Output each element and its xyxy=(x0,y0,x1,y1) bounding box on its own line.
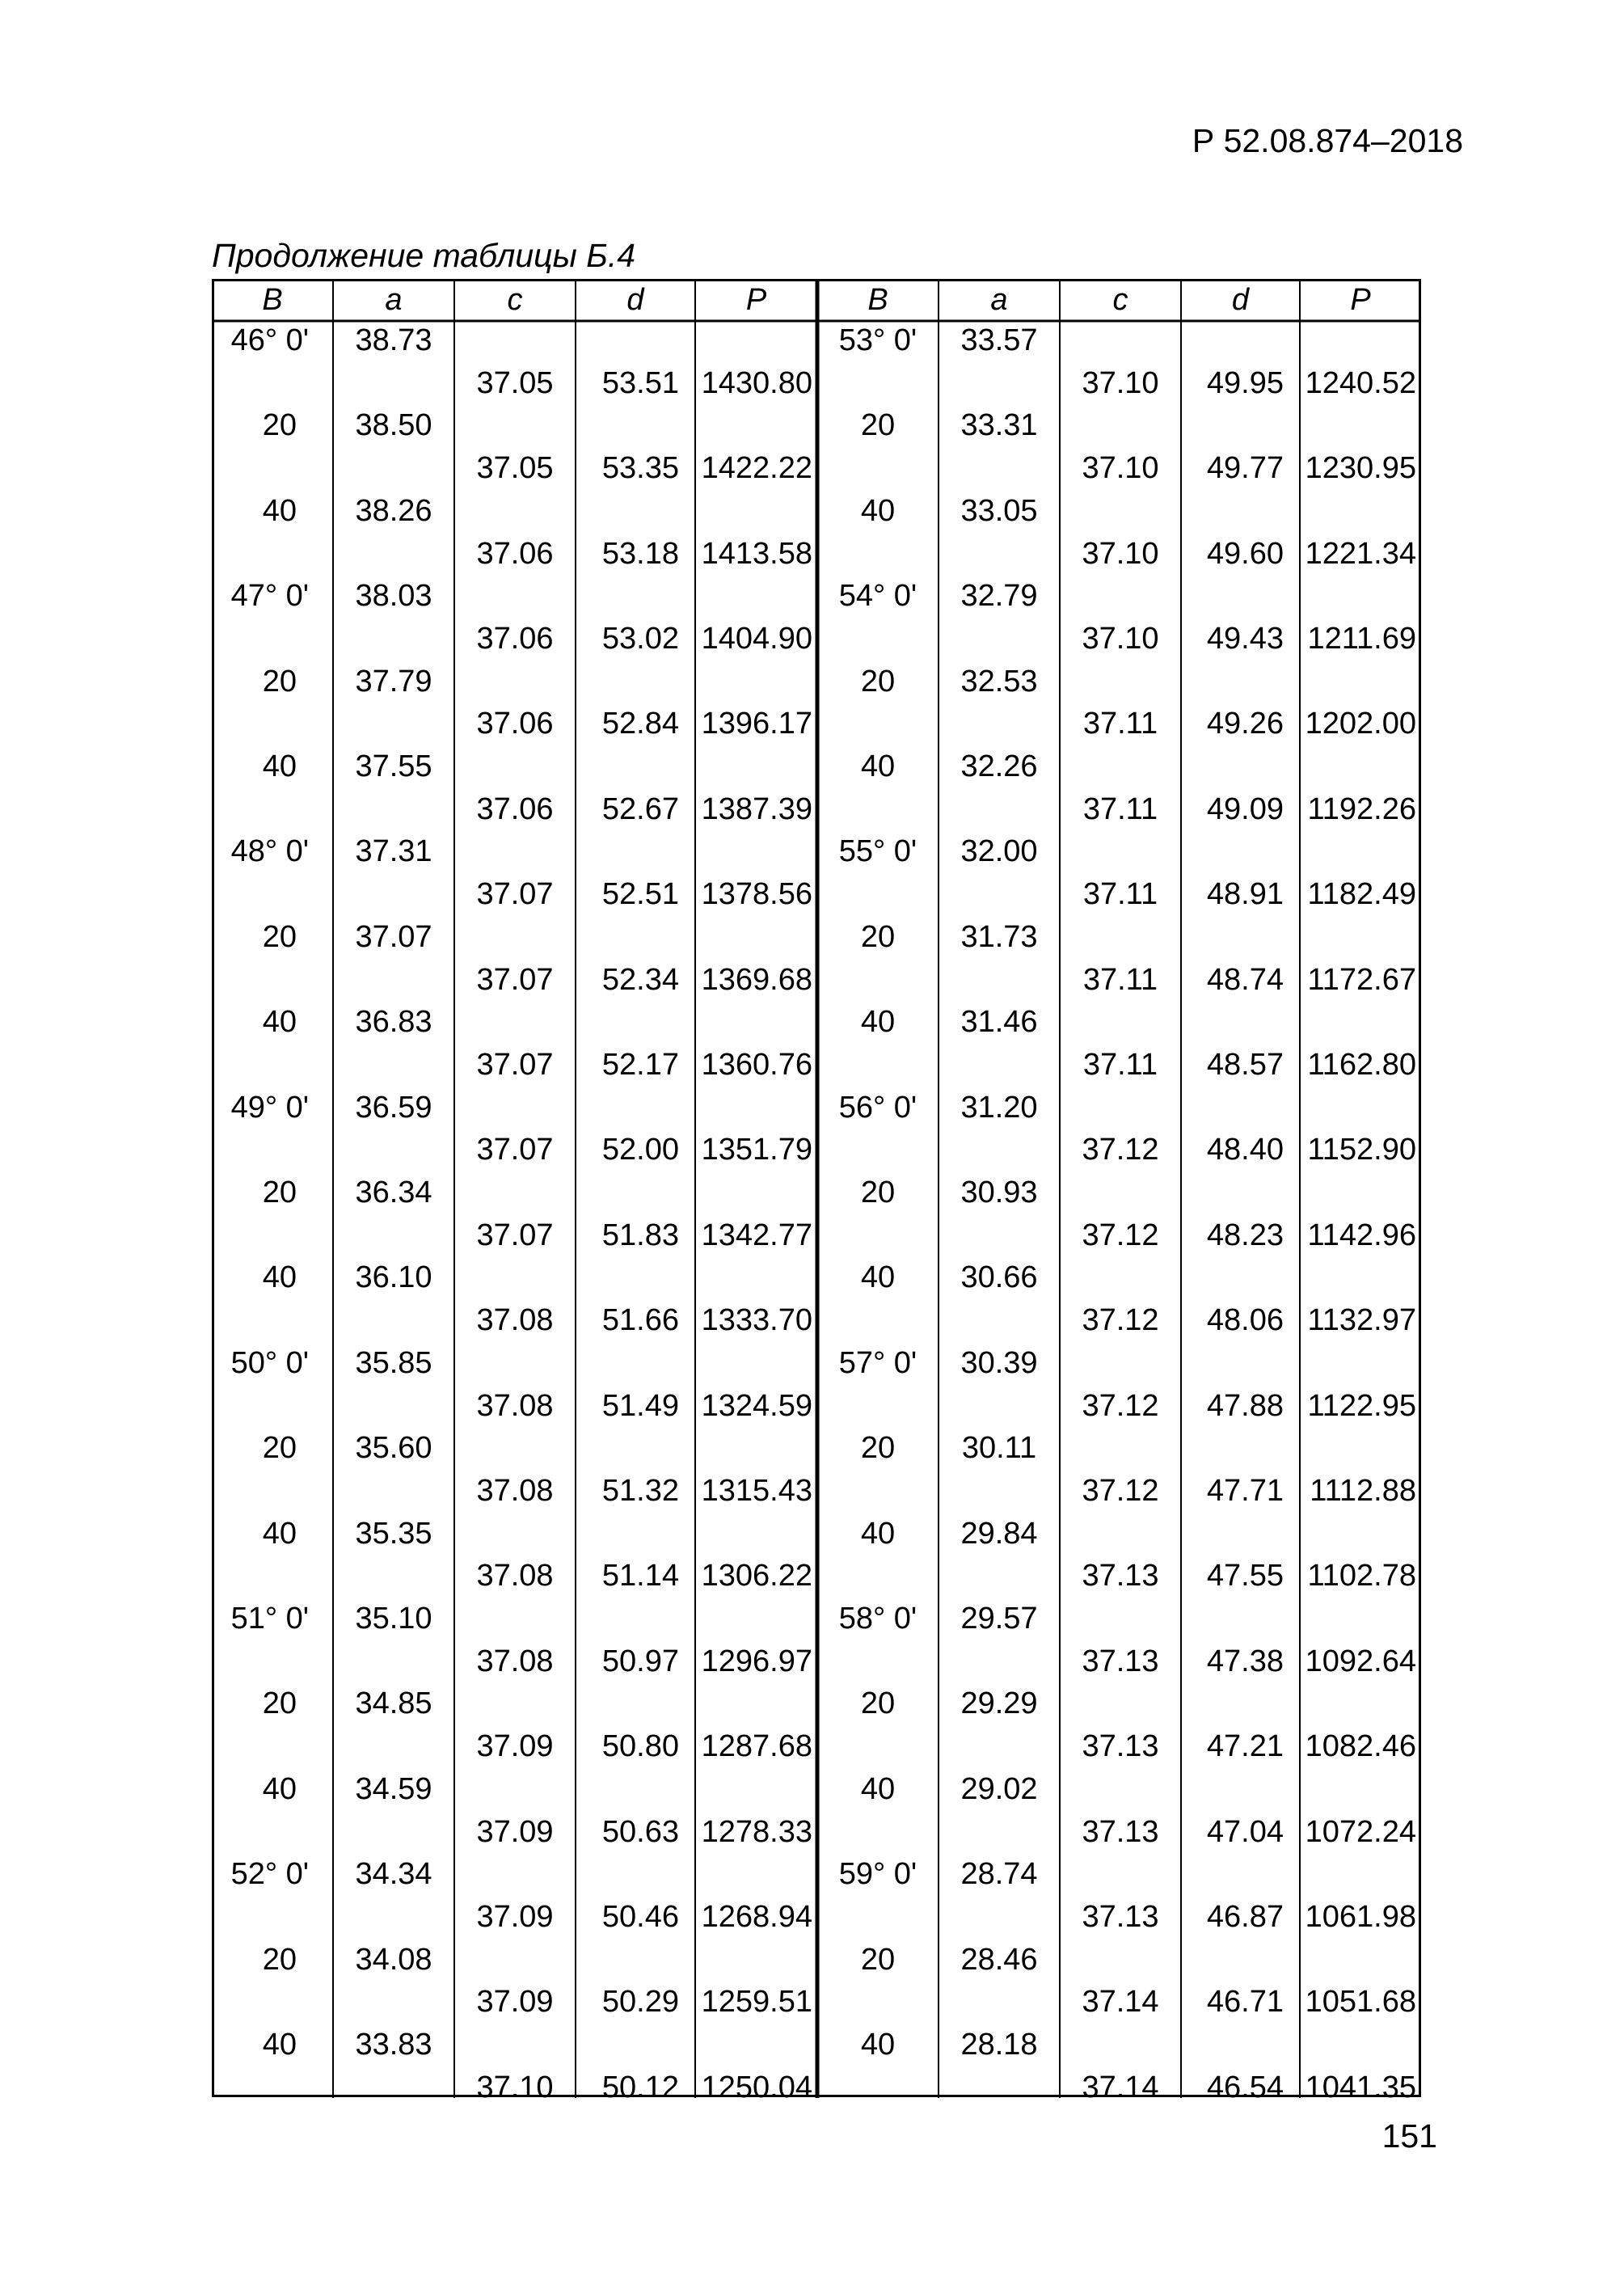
cell-d-right: 48.91 xyxy=(1206,877,1284,912)
column-header-d-right: d xyxy=(1231,283,1250,317)
cell-a-left: 38.73 xyxy=(355,323,432,357)
cell-b-left: 40 xyxy=(262,749,297,783)
data-table xyxy=(212,279,1421,2104)
cell-a-right: 31.46 xyxy=(960,1005,1038,1040)
cell-c-left: 37.07 xyxy=(476,1218,554,1252)
cell-a-right: 28.74 xyxy=(960,1857,1038,1892)
cell-d-left: 52.84 xyxy=(601,707,679,741)
cell-b-right: 40 xyxy=(860,1771,896,1806)
cell-c-left: 37.08 xyxy=(476,1559,554,1593)
cell-b-left: 40 xyxy=(262,2028,297,2062)
cell-p-left: 1369.68 xyxy=(701,962,812,997)
cell-d-left: 53.35 xyxy=(601,451,679,486)
cell-c-right: 37.10 xyxy=(1082,365,1159,400)
cell-d-right: 47.38 xyxy=(1206,1644,1284,1678)
cell-b-right: 40 xyxy=(860,2028,896,2062)
cell-d-left: 51.32 xyxy=(601,1473,679,1508)
cell-a-left: 34.85 xyxy=(355,1686,432,1721)
cell-p-left: 1360.76 xyxy=(701,1047,812,1082)
cell-c-left: 37.07 xyxy=(476,1133,554,1167)
cell-b-left: 20 xyxy=(262,1942,297,1977)
cell-d-left: 51.83 xyxy=(601,1218,679,1252)
page-number: 151 xyxy=(1381,2117,1437,2155)
cell-b-left: 20 xyxy=(262,919,297,954)
cell-b-left: 50° 0' xyxy=(230,1345,309,1380)
cell-c-left: 37.06 xyxy=(476,536,554,571)
cell-p-left: 1413.58 xyxy=(701,536,812,571)
cell-a-left: 38.26 xyxy=(355,493,432,528)
cell-b-right: 54° 0' xyxy=(838,579,917,614)
cell-p-right: 1082.46 xyxy=(1305,1729,1416,1764)
cell-p-left: 1342.77 xyxy=(701,1218,812,1252)
cell-p-left: 1387.39 xyxy=(701,791,812,826)
cell-a-right: 28.18 xyxy=(960,2028,1038,2062)
column-header-a-right: a xyxy=(990,283,1008,317)
cell-c-left: 37.08 xyxy=(476,1644,554,1678)
column-header-d-left: d xyxy=(626,283,644,317)
cell-a-left: 35.35 xyxy=(355,1516,432,1551)
cell-a-left: 37.55 xyxy=(355,749,432,783)
cell-a-right: 32.26 xyxy=(960,749,1038,783)
cell-b-right: 20 xyxy=(860,1942,896,1977)
cell-d-right: 46.71 xyxy=(1206,1985,1284,2020)
cell-a-left: 34.59 xyxy=(355,1771,432,1806)
cell-b-left: 46° 0' xyxy=(230,323,309,357)
cell-b-right: 40 xyxy=(860,1005,896,1040)
cell-b-right: 55° 0' xyxy=(838,834,917,869)
cell-c-right: 37.13 xyxy=(1082,1559,1159,1593)
cell-b-left: 47° 0' xyxy=(230,579,309,614)
cell-p-right: 1132.97 xyxy=(1307,1303,1416,1338)
cell-c-right: 37.10 xyxy=(1082,621,1159,656)
cell-b-right: 57° 0' xyxy=(838,1345,917,1380)
cell-b-right: 53° 0' xyxy=(838,323,917,357)
cell-a-right: 33.31 xyxy=(960,408,1038,443)
cell-d-right: 49.60 xyxy=(1206,536,1284,571)
cell-b-right: 40 xyxy=(860,493,896,528)
cell-a-right: 30.11 xyxy=(961,1431,1037,1466)
cell-a-left: 36.59 xyxy=(355,1090,432,1125)
cell-b-right: 20 xyxy=(860,664,896,699)
cell-a-left: 36.34 xyxy=(355,1176,432,1209)
cell-c-right: 37.10 xyxy=(1082,451,1159,486)
cell-p-right: 1162.80 xyxy=(1307,1047,1416,1082)
cell-d-right: 49.09 xyxy=(1206,791,1284,826)
cell-b-left: 49° 0' xyxy=(230,1090,309,1125)
cell-b-right: 20 xyxy=(860,919,896,954)
cell-b-left: 40 xyxy=(262,1260,297,1295)
cell-b-right: 58° 0' xyxy=(838,1602,917,1636)
cell-b-left: 40 xyxy=(262,1771,297,1806)
cell-d-left: 53.51 xyxy=(601,365,679,400)
cell-c-left: 37.07 xyxy=(476,962,554,997)
cell-c-left: 37.08 xyxy=(476,1388,554,1423)
cell-c-left: 37.07 xyxy=(476,877,554,912)
cell-p-right: 1230.95 xyxy=(1305,451,1416,486)
cell-p-left: 1287.68 xyxy=(701,1729,812,1764)
cell-d-left: 52.00 xyxy=(601,1133,679,1167)
cell-c-left: 37.09 xyxy=(476,1814,554,1849)
cell-c-left: 37.06 xyxy=(476,791,554,826)
cell-p-left: 1430.80 xyxy=(701,365,812,400)
cell-d-right: 47.55 xyxy=(1206,1559,1284,1593)
cell-b-right: 20 xyxy=(860,1686,896,1721)
cell-d-right: 46.87 xyxy=(1206,1899,1284,1934)
cell-p-left: 1250.04 xyxy=(701,2070,812,2104)
cell-d-right: 48.40 xyxy=(1206,1133,1284,1167)
cell-b-right: 40 xyxy=(860,1516,896,1551)
cell-p-right: 1122.95 xyxy=(1307,1388,1416,1423)
cell-c-right: 37.12 xyxy=(1082,1473,1159,1508)
cell-d-left: 50.63 xyxy=(601,1814,679,1849)
cell-p-right: 1192.26 xyxy=(1307,791,1416,826)
cell-b-right: 20 xyxy=(860,1431,896,1466)
cell-b-left: 20 xyxy=(262,408,297,443)
cell-p-right: 1051.68 xyxy=(1305,1985,1416,2020)
cell-b-left: 52° 0' xyxy=(230,1857,309,1892)
cell-c-right: 37.12 xyxy=(1082,1218,1159,1252)
cell-p-left: 1315.43 xyxy=(701,1473,812,1508)
cell-a-left: 35.85 xyxy=(355,1345,432,1380)
cell-d-left: 53.02 xyxy=(601,621,679,656)
cell-b-right: 56° 0' xyxy=(838,1090,917,1125)
cell-c-left: 37.05 xyxy=(476,365,554,400)
column-header-p-left: P xyxy=(745,283,767,317)
cell-b-left: 48° 0' xyxy=(230,834,309,869)
cell-c-right: 37.12 xyxy=(1082,1133,1159,1167)
cell-a-right: 31.73 xyxy=(960,919,1038,954)
cell-c-left: 37.08 xyxy=(476,1473,554,1508)
cell-d-left: 50.80 xyxy=(601,1729,679,1764)
cell-d-right: 46.54 xyxy=(1206,2070,1284,2104)
cell-c-right: 37.13 xyxy=(1082,1814,1159,1849)
cell-c-left: 37.06 xyxy=(476,707,554,741)
cell-c-right: 37.12 xyxy=(1082,1303,1159,1338)
cell-d-right: 48.06 xyxy=(1206,1303,1284,1338)
cell-b-right: 40 xyxy=(860,1260,896,1295)
cell-b-right: 20 xyxy=(860,1176,896,1209)
cell-p-left: 1422.22 xyxy=(701,451,812,486)
cell-a-left: 36.83 xyxy=(355,1005,432,1040)
cell-p-right: 1172.67 xyxy=(1307,962,1416,997)
cell-d-left: 53.18 xyxy=(601,536,679,571)
cell-p-left: 1333.70 xyxy=(701,1303,812,1338)
document-code: Р 52.08.874–2018 xyxy=(1192,122,1463,159)
cell-d-right: 48.74 xyxy=(1206,962,1284,997)
column-header-b-right: B xyxy=(867,283,888,317)
cell-a-right: 28.46 xyxy=(960,1942,1038,1977)
column-header-c-right: c xyxy=(1112,283,1128,317)
cell-c-right: 37.11 xyxy=(1082,707,1158,741)
cell-a-right: 29.29 xyxy=(960,1686,1038,1721)
cell-c-right: 37.13 xyxy=(1082,1729,1159,1764)
cell-d-right: 48.23 xyxy=(1206,1218,1284,1252)
cell-a-right: 33.57 xyxy=(960,323,1038,357)
cell-a-left: 35.10 xyxy=(355,1602,432,1636)
cell-b-left: 20 xyxy=(262,664,297,699)
cell-c-right: 37.12 xyxy=(1082,1388,1159,1423)
cell-a-right: 32.79 xyxy=(960,579,1038,614)
cell-a-left: 35.60 xyxy=(355,1431,432,1466)
cell-d-left: 51.66 xyxy=(601,1303,679,1338)
cell-c-right: 37.11 xyxy=(1082,877,1158,912)
column-header-p-right: P xyxy=(1350,283,1371,317)
cell-d-right: 49.26 xyxy=(1206,707,1284,741)
column-header-a-left: a xyxy=(385,283,403,317)
cell-a-right: 31.20 xyxy=(960,1090,1038,1125)
cell-p-right: 1202.00 xyxy=(1305,707,1416,741)
column-header-b-left: B xyxy=(262,283,283,317)
cell-c-right: 37.11 xyxy=(1082,791,1158,826)
cell-d-right: 47.71 xyxy=(1206,1473,1284,1508)
cell-c-right: 37.13 xyxy=(1082,1899,1159,1934)
cell-d-right: 48.57 xyxy=(1206,1047,1284,1082)
cell-d-left: 52.67 xyxy=(601,791,679,826)
cell-a-right: 33.05 xyxy=(960,493,1038,528)
cell-a-right: 29.84 xyxy=(960,1516,1038,1551)
cell-a-left: 37.79 xyxy=(355,664,432,699)
cell-a-right: 32.00 xyxy=(960,834,1038,869)
column-header-c-left: c xyxy=(507,283,523,317)
cell-c-left: 37.08 xyxy=(476,1303,554,1338)
cell-c-left: 37.07 xyxy=(476,1047,554,1082)
cell-p-right: 1152.90 xyxy=(1307,1133,1416,1167)
cell-d-left: 51.49 xyxy=(601,1388,679,1423)
cell-p-right: 1240.52 xyxy=(1305,365,1416,400)
cell-c-right: 37.14 xyxy=(1082,2070,1159,2104)
cell-p-right: 1182.49 xyxy=(1307,877,1416,912)
cell-p-right: 1092.64 xyxy=(1305,1644,1416,1678)
cell-c-left: 37.10 xyxy=(476,2070,554,2104)
cell-a-left: 38.03 xyxy=(355,579,432,614)
cell-c-left: 37.09 xyxy=(476,1899,554,1934)
cell-c-right: 37.10 xyxy=(1082,536,1159,571)
cell-d-right: 47.88 xyxy=(1206,1388,1284,1423)
cell-p-right: 1221.34 xyxy=(1305,536,1416,571)
cell-p-left: 1351.79 xyxy=(701,1133,812,1167)
cell-b-right: 59° 0' xyxy=(838,1857,917,1892)
cell-d-left: 51.14 xyxy=(601,1559,679,1593)
cell-p-right: 1041.35 xyxy=(1305,2070,1416,2104)
cell-d-left: 52.51 xyxy=(601,877,679,912)
cell-d-right: 47.04 xyxy=(1206,1814,1284,1849)
cell-p-right: 1072.24 xyxy=(1305,1814,1416,1849)
cell-a-left: 37.31 xyxy=(355,834,432,869)
cell-b-left: 20 xyxy=(262,1176,297,1209)
cell-a-left: 33.83 xyxy=(355,2028,432,2062)
cell-p-left: 1268.94 xyxy=(701,1899,812,1934)
cell-a-left: 34.34 xyxy=(355,1857,432,1892)
cell-d-right: 49.95 xyxy=(1206,365,1284,400)
cell-a-right: 29.57 xyxy=(960,1602,1038,1636)
cell-c-right: 37.11 xyxy=(1082,1047,1158,1082)
cell-p-left: 1259.51 xyxy=(701,1985,812,2020)
cell-p-left: 1296.97 xyxy=(701,1644,812,1678)
cell-d-right: 47.21 xyxy=(1206,1729,1284,1764)
cell-c-right: 37.11 xyxy=(1082,962,1158,997)
cell-b-left: 40 xyxy=(262,1516,297,1551)
cell-b-left: 51° 0' xyxy=(230,1602,309,1636)
cell-a-left: 38.50 xyxy=(355,408,432,443)
cell-p-left: 1404.90 xyxy=(701,621,812,656)
cell-p-right: 1061.98 xyxy=(1305,1899,1416,1934)
cell-b-left: 20 xyxy=(262,1431,297,1466)
cell-p-left: 1378.56 xyxy=(701,877,812,912)
cell-a-left: 37.07 xyxy=(355,919,432,954)
cell-d-right: 49.43 xyxy=(1206,621,1284,656)
cell-d-left: 50.29 xyxy=(601,1985,679,2020)
cell-c-right: 37.14 xyxy=(1082,1985,1159,2020)
cell-p-left: 1324.59 xyxy=(701,1388,812,1423)
cell-a-right: 30.66 xyxy=(960,1260,1038,1295)
cell-d-left: 52.34 xyxy=(601,962,679,997)
cell-a-right: 30.93 xyxy=(960,1176,1038,1209)
cell-a-right: 29.02 xyxy=(960,1771,1038,1806)
cell-p-left: 1278.33 xyxy=(701,1814,812,1849)
cell-b-left: 40 xyxy=(262,1005,297,1040)
cell-a-left: 34.08 xyxy=(355,1942,432,1977)
cell-p-right: 1102.78 xyxy=(1307,1559,1416,1593)
cell-a-right: 32.53 xyxy=(960,664,1038,699)
cell-p-right: 1112.88 xyxy=(1310,1473,1416,1508)
cell-p-left: 1306.22 xyxy=(701,1559,812,1593)
cell-b-left: 20 xyxy=(262,1686,297,1721)
cell-p-right: 1211.69 xyxy=(1307,621,1416,656)
cell-c-left: 37.05 xyxy=(476,451,554,486)
cell-p-left: 1396.17 xyxy=(701,707,812,741)
table-caption: Продолжение таблицы Б.4 xyxy=(212,237,636,274)
cell-c-left: 37.09 xyxy=(476,1985,554,2020)
cell-d-left: 50.46 xyxy=(601,1899,679,1934)
cell-b-right: 20 xyxy=(860,408,896,443)
cell-d-left: 50.12 xyxy=(601,2070,679,2104)
cell-c-right: 37.13 xyxy=(1082,1644,1159,1678)
cell-b-left: 40 xyxy=(262,493,297,528)
cell-a-left: 36.10 xyxy=(355,1260,432,1295)
cell-d-left: 50.97 xyxy=(601,1644,679,1678)
cell-d-right: 49.77 xyxy=(1206,451,1284,486)
cell-p-right: 1142.96 xyxy=(1307,1218,1416,1252)
cell-d-left: 52.17 xyxy=(601,1047,679,1082)
cell-a-right: 30.39 xyxy=(960,1345,1038,1380)
cell-b-right: 40 xyxy=(860,749,896,783)
cell-c-left: 37.06 xyxy=(476,621,554,656)
cell-c-left: 37.09 xyxy=(476,1729,554,1764)
